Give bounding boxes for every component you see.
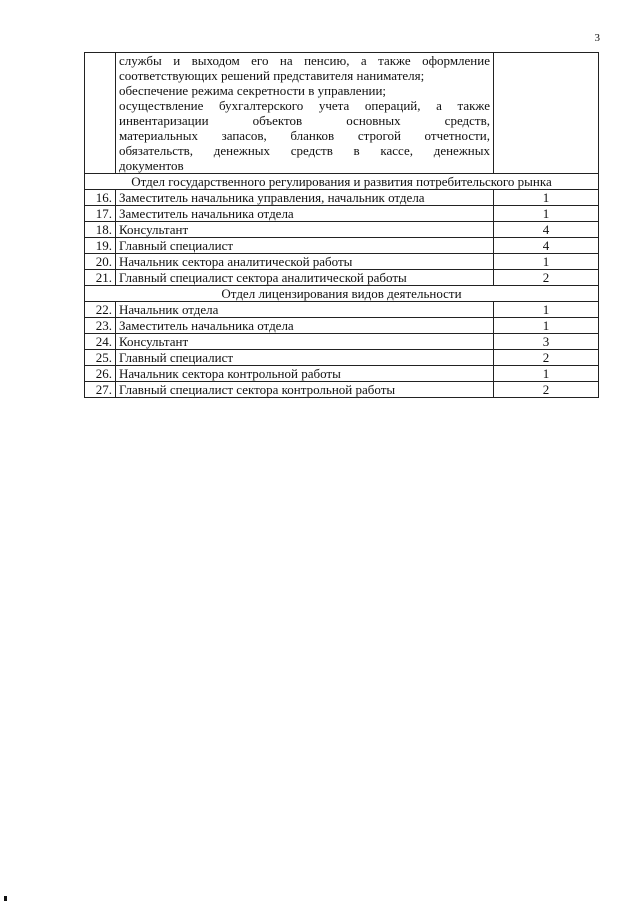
position-name: Начальник сектора контрольной работы (116, 366, 494, 382)
table-row (85, 270, 599, 286)
section-header-row (85, 286, 599, 302)
staff-table-body (85, 53, 599, 398)
position-name: Консультант (116, 334, 494, 350)
staff-count: 1 (494, 254, 599, 270)
position-name: Консультант (116, 222, 494, 238)
section-title: Отдел государственного регулирования и развития потребительского рынка (85, 174, 599, 190)
position-name: Главный специалист сектора контрольной работы (116, 382, 494, 398)
table-row (85, 222, 599, 238)
table-row (85, 350, 599, 366)
row-number: 27. (85, 382, 116, 398)
staff-count: 2 (494, 350, 599, 366)
continuation-count-cell (494, 53, 599, 174)
staff-count: 4 (494, 238, 599, 254)
description-line: соответствующих решений представителя нанимателя; (119, 68, 425, 83)
table-row (85, 254, 599, 270)
table-row (85, 366, 599, 382)
staff-table (84, 52, 599, 398)
description-line: инвентаризации объектов основных средств, (119, 113, 490, 128)
continuation-description (116, 53, 494, 174)
staff-count: 1 (494, 366, 599, 382)
row-number: 24. (85, 334, 116, 350)
table-row (85, 318, 599, 334)
position-name: Заместитель начальника отдела (116, 318, 494, 334)
row-number: 20. (85, 254, 116, 270)
section-header-row (85, 174, 599, 190)
staff-count: 2 (494, 270, 599, 286)
row-number: 19. (85, 238, 116, 254)
staff-count: 2 (494, 382, 599, 398)
description-line: материальных запасов, бланков строгой отчетности, (119, 128, 490, 143)
staff-count: 1 (494, 318, 599, 334)
position-name: Начальник отдела (116, 302, 494, 318)
row-number: 25. (85, 350, 116, 366)
description-line: обеспечение режима секретности в управлении; (119, 83, 387, 98)
continuation-row (85, 53, 599, 174)
table-row (85, 334, 599, 350)
page-number: 3 (594, 32, 600, 44)
table-row (85, 206, 599, 222)
position-name: Заместитель начальника управления, начальник отдела (116, 190, 494, 206)
row-number: 17. (85, 206, 116, 222)
position-name: Начальник сектора аналитической работы (116, 254, 494, 270)
position-name: Заместитель начальника отдела (116, 206, 494, 222)
description-line: осуществление бухгалтерского учета операций, а также (119, 98, 490, 113)
continuation-num-cell (85, 53, 116, 174)
row-number: 23. (85, 318, 116, 334)
position-name: Главный специалист сектора аналитической работы (116, 270, 494, 286)
description-line: службы и выходом его на пенсию, а также оформление (119, 53, 490, 68)
position-name: Главный специалист (116, 350, 494, 366)
section-title: Отдел лицензирования видов деятельности (85, 286, 599, 302)
table-row (85, 190, 599, 206)
staff-count: 1 (494, 206, 599, 222)
row-number: 16. (85, 190, 116, 206)
row-number: 21. (85, 270, 116, 286)
table-row (85, 382, 599, 398)
staff-count: 3 (494, 334, 599, 350)
scan-mark (4, 896, 7, 901)
row-number: 22. (85, 302, 116, 318)
row-number: 26. (85, 366, 116, 382)
position-name: Главный специалист (116, 238, 494, 254)
row-number: 18. (85, 222, 116, 238)
staff-count: 4 (494, 222, 599, 238)
description-line: обязательств, денежных средств в кассе, денежных (119, 143, 490, 158)
table-row (85, 238, 599, 254)
staff-count: 1 (494, 302, 599, 318)
table-row (85, 302, 599, 318)
staff-count: 1 (494, 190, 599, 206)
description-line: документов (119, 158, 184, 173)
